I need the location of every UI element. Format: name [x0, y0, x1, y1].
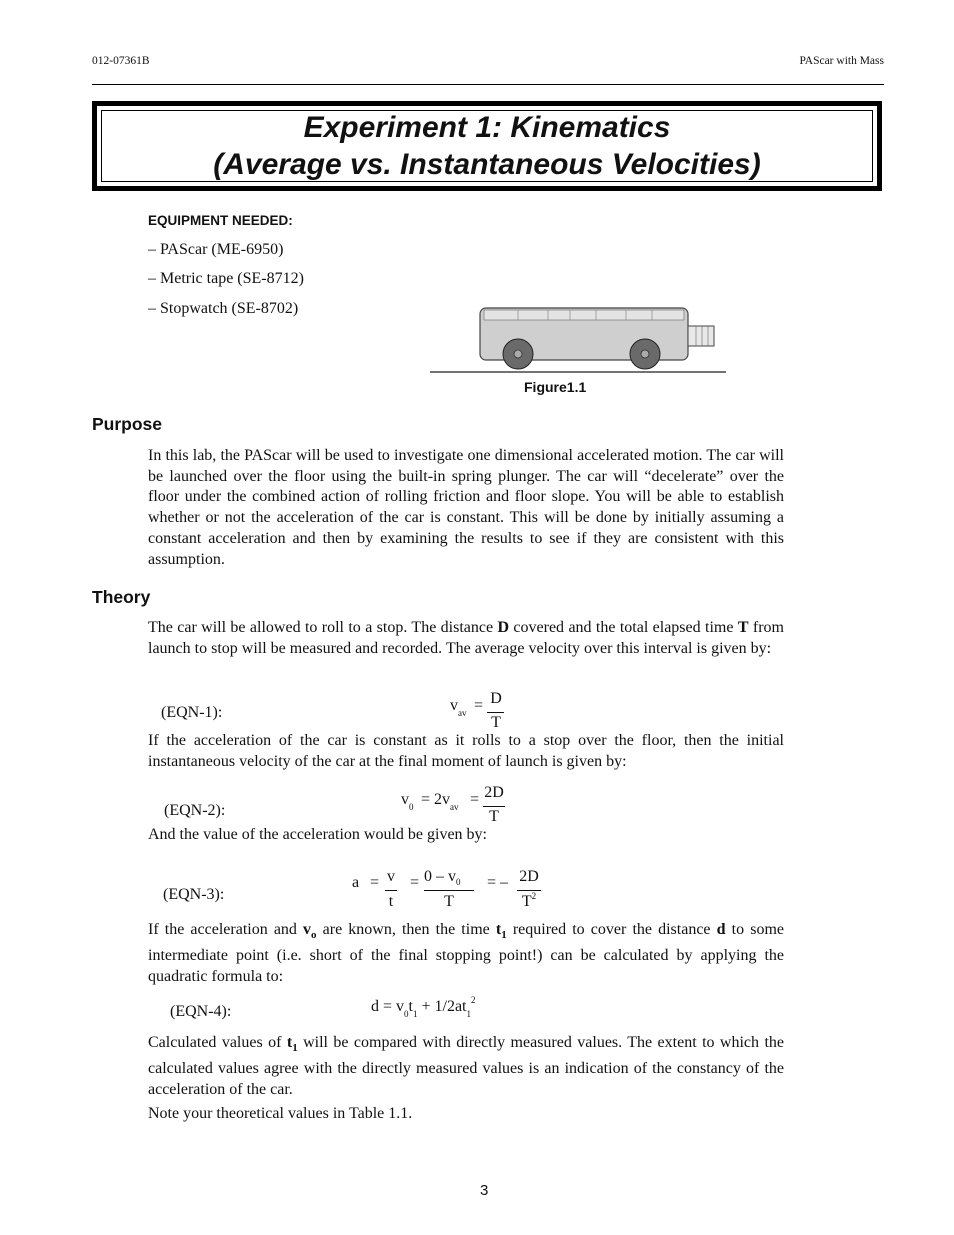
eqn1-equals: = — [474, 697, 484, 714]
theory-paragraph-3: And the value of the acceleration would be given by: — [148, 826, 487, 843]
eqn3-label: (EQN-3): — [163, 886, 225, 903]
theory-paragraph-4: If the acceleration and $v_o$ are known, then the time $t_1$ required to cover the distance d to some intermediate point (i.e. short of the final stopping point!) can be calculated by applying the quadratic formula to: — [148, 921, 785, 985]
eqn3-f2-bar — [424, 890, 474, 891]
eqn2-equals: = — [470, 791, 480, 808]
header-rule — [92, 84, 884, 85]
eqn3-f3-denominator: $T^2$ — [521, 891, 537, 910]
eqn4-expression: $d = v_0t_1 + 1/2at_1^2$ — [371, 995, 476, 1019]
figure-caption: Figure1.1 — [524, 379, 587, 395]
theory-heading: Theory — [92, 587, 151, 607]
eqn3-f1-bar — [385, 890, 397, 891]
theory-paragraph-6: Note your theoretical values in Table 1.1. — [148, 1105, 413, 1122]
eqn3-equals-1: = — [370, 874, 380, 891]
eqn1-fraction-bar — [487, 712, 504, 713]
eqn2-middle: = $2v_{av}$ — [421, 791, 459, 812]
eqn3-f3-numerator: 2D — [519, 868, 539, 885]
purpose-text — [148, 446, 784, 570]
eqn2-lhs: $v_0$ — [401, 791, 414, 812]
eqn2-denominator: T — [489, 808, 499, 825]
equipment-item: – Stopwatch (SE-8702) — [148, 300, 299, 317]
eqn1-label: (EQN-1): — [161, 704, 223, 721]
eqn3-f2-numerator: $0 - v_0$ — [424, 868, 461, 887]
eqn4-label: (EQN-4): — [170, 1003, 232, 1020]
page-number: 3 — [480, 1182, 489, 1199]
eqn1-numerator: D — [490, 690, 502, 707]
eqn3-equals-2: = — [410, 874, 420, 891]
eqn3-f1-numerator: v — [387, 868, 395, 885]
equipment-item: – PAScar (ME-6950) — [148, 241, 284, 258]
theory-paragraph-1: The car will be allowed to roll to a stop. The distance D covered and the total elapsed time T from launch to stop will be measured and recorded. The average velocity over this interval is given by: — [148, 619, 784, 657]
title-line-2: (Average vs. Instantaneous Velocities) — [213, 148, 761, 181]
eqn2-numerator: 2D — [484, 784, 504, 801]
plunger — [688, 326, 714, 346]
eqn3-lhs: a — [352, 874, 360, 891]
title-line-1: Experiment 1: Kinematics — [303, 111, 671, 144]
purpose-heading: Purpose — [92, 414, 163, 434]
eqn2-fraction-bar — [483, 806, 505, 807]
title-box — [92, 101, 882, 191]
theory-paragraph-5: Calculated values of $t_1$ will be compared with directly measured values. The extent to which the calculated values agree with the directly measured values is an indication of the constancy of the acceleration of the car. — [148, 1034, 784, 1098]
equipment-item: – Metric tape (SE-8712) — [148, 270, 304, 287]
theory-paragraph-2: If the acceleration of the car is constant as it rolls to a stop over the floor, then the initial instantaneous velocity of the car at the final moment of launch is given by: — [148, 732, 784, 770]
product-name: PAScar with Mass — [799, 55, 884, 67]
doc-number: 012-07361B — [92, 55, 150, 67]
purpose-paragraph: In this lab, the PAScar will be used to investigate one dimensional accelerated motion. The car will be launched over the floor using the built-in spring plunger. The car will “decelerate” over the floor under the combined action of rolling friction and floor slope. You will be able to establish whether or not the acceleration of the car is constant. This will be done by initially assuming a constant acceleration and then by examining the results to see if they are consistent with this assumption. — [148, 447, 784, 568]
eqn3-f1-denominator: t — [388, 893, 394, 910]
eqn3-f2-denominator: T — [444, 893, 454, 910]
eqn2-label: (EQN-2): — [164, 802, 226, 819]
equipment-heading: EQUIPMENT NEEDED: — [148, 213, 293, 228]
eqn3-f3-bar — [517, 890, 541, 891]
pascar-figure — [430, 298, 730, 376]
eqn1-lhs: $v_{av}$ — [450, 697, 467, 718]
eqn1-denominator: T — [491, 714, 501, 731]
eqn3-equals-3: = – — [487, 874, 509, 891]
